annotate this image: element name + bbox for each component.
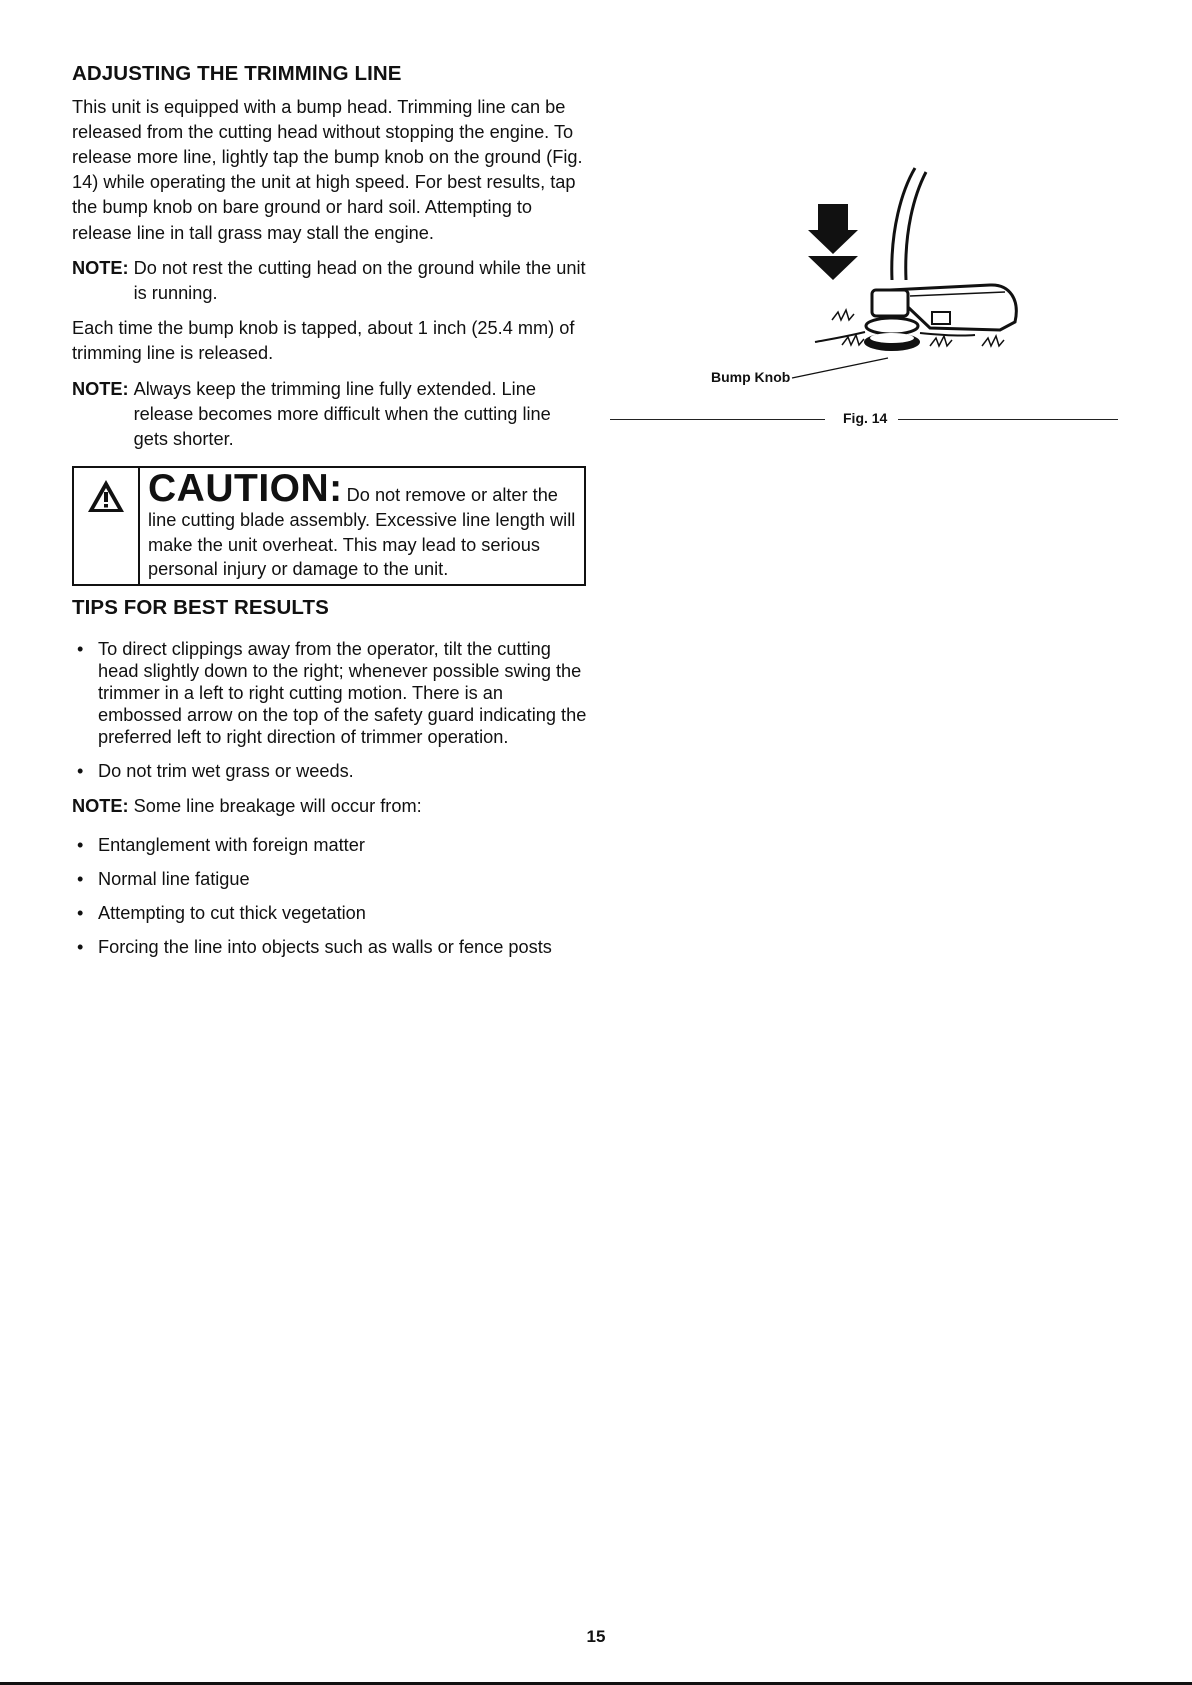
warning-triangle-icon <box>86 478 126 514</box>
figure-rule-right <box>898 419 1118 420</box>
caution-body: Do not remove or alter the line cutting blade assembly. Excessive line length will make the unit overheat. This may lead to serious personal injury or damage to the unit. <box>148 485 576 580</box>
note-label: NOTE: <box>72 378 129 399</box>
breakage-list <box>72 834 588 958</box>
tips-list <box>72 638 588 782</box>
down-arrow-icon <box>808 204 858 280</box>
caution-box <box>72 466 586 586</box>
bump-knob-callout: Bump Knob <box>711 369 791 385</box>
trimmer-head-illustration <box>610 150 1120 430</box>
caution-text <box>140 468 584 584</box>
note-label: NOTE: <box>72 796 129 817</box>
list-item: • Do not trim wet grass or weeds. <box>72 760 588 782</box>
list-item: • Entanglement with foreign matter <box>72 834 588 856</box>
note-label: NOTE: <box>72 257 129 278</box>
caution-icon-cell <box>74 468 140 584</box>
note-text: Do not rest the cutting head on the ground while the unit is running. <box>133 257 586 304</box>
adjusting-paragraph-1: This unit is equipped with a bump head. Trimming line can be released from the cutting head without stopping the engine. To release more line, lightly tap the bump knob on the ground (Fig. 14) while operating the unit at high speed. For best results, tap the bump knob on bare ground or hard soil. Attempting to release line in tall grass may stall the engine. <box>72 96 583 243</box>
left-column <box>72 62 588 970</box>
list-item: • Attempting to cut thick vegetation <box>72 902 588 924</box>
note-keep-line-extended <box>72 377 588 453</box>
list-item: • To direct clippings away from the operator, tilt the cutting head slightly down to the right; whenever possible swing the trimmer in a left to right cutting motion. There is an embossed arrow on the top of the safety guard indicating the preferred left to right direction of trimmer operation. <box>72 638 588 748</box>
note-text: Always keep the trimming line fully extended. Line release becomes more difficult when the cutting line gets shorter. <box>133 378 551 450</box>
figure-rule-left <box>610 419 825 420</box>
note-rest-cutting-head <box>72 256 588 306</box>
page-number: 15 <box>586 1627 606 1646</box>
caution-heading: CAUTION: <box>148 467 343 511</box>
note-text: Some line breakage will occur from: <box>133 796 422 817</box>
figure-caption: Fig. 14 <box>843 410 888 426</box>
note-line-breakage <box>72 794 588 819</box>
list-item: • Forcing the line into objects such as walls or fence posts <box>72 936 588 958</box>
adjusting-paragraph-2: Each time the bump knob is tapped, about 1 inch (25.4 mm) of trimming line is released. <box>72 318 575 364</box>
section-title-tips: TIPS FOR BEST RESULTS <box>72 595 329 619</box>
list-item: • Normal line fatigue <box>72 868 588 890</box>
section-title-adjusting: ADJUSTING THE TRIMMING LINE <box>72 62 402 85</box>
